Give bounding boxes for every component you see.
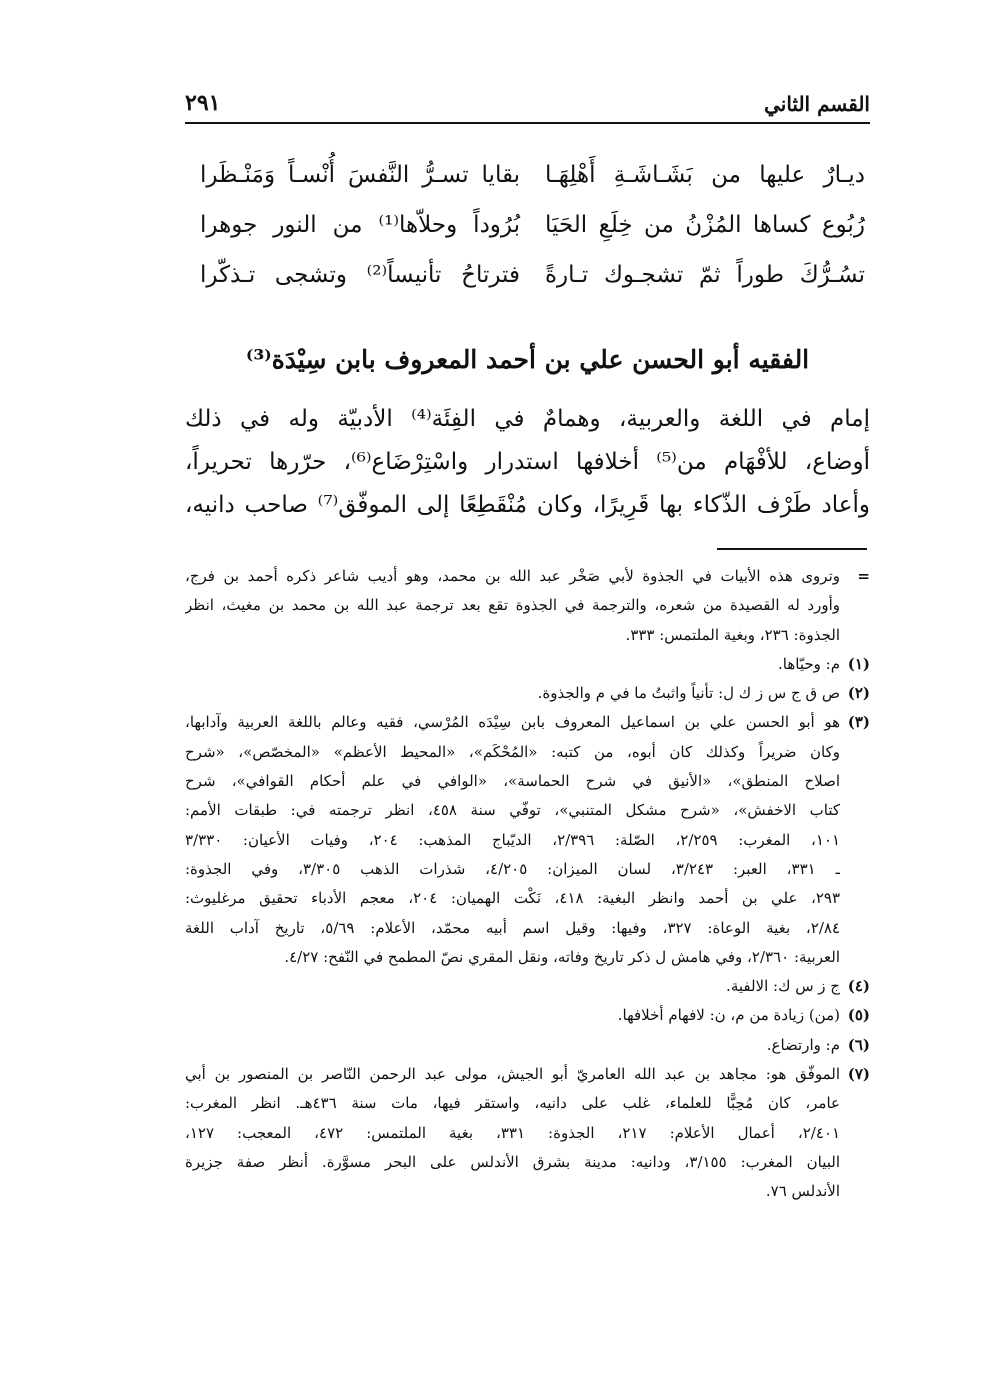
footnote-line: الجذوة: ٢٣٦، وبغية الملتمس: ٣٣٣. [625, 625, 840, 644]
body-line: أوضاع، للأفْهَام من⁽⁵⁾ أخلافها استدرار واسْتِرْضَاع⁽⁶⁾، حرّرها تحريراً، [185, 449, 870, 475]
page-header [185, 82, 870, 122]
poem [200, 150, 865, 300]
section-title: القسم الثاني [764, 92, 870, 116]
footnote-text [185, 1060, 840, 1206]
footnote-line: (من) زيادة من م، ن: لافهام أخلافها. [617, 1006, 840, 1025]
footnote-line: ٢٩٣، علي بن أحمد وانظر البغية: ٤١٨، نَكْت الهميان: ٢٠٤، معجم الأدباء تحقيق مرغليوث: [185, 889, 840, 908]
verse-first-hemistich: رُبُوع كساها المُزْنُ من خِلَعِ الحَيَا [545, 212, 865, 238]
footnote [185, 679, 870, 708]
biography-heading: الفقيه أبو الحسن علي بن أحمد المعروف بابن سِيْدَة⁽³⁾ [245, 345, 810, 374]
footnote [185, 1060, 870, 1206]
footnote-line: ٢/٤٠١، أعمال الأعلام: ٢١٧، الجذوة: ٣٣١، بغية الملتمس: ٤٧٢، المعجب: ١٢٧، [185, 1123, 840, 1142]
page-number: ٢٩١ [185, 90, 221, 116]
footnote [185, 650, 870, 679]
footnote-text [185, 1031, 840, 1060]
verse-second-hemistich: بُرُوداً وحلاّها⁽¹⁾ من النور جوهرا [200, 212, 521, 238]
footnote-mark: (١) [847, 654, 870, 673]
footnote-line: هو أبو الحسن علي بن اسماعيل المعروف بابن سِيْدَه المُرْسي، فقيه وعالم باللغة العربية وآدابها، [185, 713, 840, 732]
footnote-mark: (٦) [847, 1035, 870, 1054]
footnote-line: كتاب الاخفش»، «شرح مشكل المتنبي»، توفّي سنة ٤٥٨، انظر ترجمته في: طبقات الأمم: [185, 801, 840, 820]
footnote-mark: (٧) [847, 1065, 870, 1084]
footnote-rule [717, 548, 867, 550]
body-paragraph [185, 398, 870, 527]
footnote-mark: = [857, 567, 870, 585]
body-line: وأعاد طَرْف الذّكاء بها قَرِيرًا، وكان مُنْقَطِعًا إلى الموفّق⁽⁷⁾ صاحب دانيه، [185, 492, 870, 518]
poem-verse [200, 250, 865, 300]
footnote [185, 1031, 870, 1060]
footnote-line: اصلاح المنطق»، «الأنيق في شرح الحماسة»، «الوافي في علم أحكام القوافي»، شرح [185, 772, 840, 791]
footnotes [185, 562, 870, 1207]
header-rule [185, 122, 870, 124]
poem-verse [200, 150, 865, 200]
footnote [185, 1001, 870, 1030]
footnote [185, 562, 870, 650]
footnote-line: ص ق ج س ز ك ل: تأنياً واثبتُ ما في م والجذوة. [537, 684, 840, 703]
footnote-line: العربية: ٢/٣٦٠، وفي هامش ل ذكر تاريخ وفاته، ونقل المقري نصّ المطمح في النّفح: ٤/٢٧. [284, 947, 840, 966]
footnote-line: عامر، كان مُحِبًّا للعلماء، غلب على دانيه، واستقر فيها، مات سنة ٤٣٦هـ. انظر المغرب: [185, 1094, 840, 1113]
footnote-mark: (٢) [847, 684, 870, 703]
footnote-text [185, 972, 840, 1001]
footnote-text [185, 708, 840, 972]
footnote-line: م: وحيّاها. [778, 654, 840, 673]
footnote-line: ج ز س ك: الالفية. [726, 977, 840, 996]
footnote-line: وأورد له القصيدة من شعره، والترجمة في الجذوة تقع بعد ترجمة عبد الله بن محمد بن مغيث، انظر [185, 596, 840, 615]
poem-verse [200, 200, 865, 250]
footnote-mark: (٤) [847, 977, 870, 996]
footnote-line: الأندلس ٧٦. [765, 1182, 840, 1201]
footnote-line: ٢/٨٤، بغية الوعاة: ٣٢٧، وفيها: وقيل اسم أبيه محمّد، الأعلام: ٥/٦٩، تاريخ آداب اللغة [185, 918, 840, 937]
footnote-text [185, 562, 840, 650]
footnote-line: م: وارتضاع. [766, 1035, 840, 1054]
footnote-line: الموفّق هو: مجاهد بن عبد الله العامريّ أبو الجيش، مولى عبد الرحمن النّاصر بن المنصور بن أبي [185, 1065, 840, 1084]
footnote-line: وتروى هذه الأبيات في الجذوة لأبي صَخْر عبد الله بن محمد، وهو أديب شاعر ذكره أحمد بن فرج، [185, 567, 840, 585]
verse-second-hemistich: فترتاحُ تأنيساً⁽²⁾ وتشجى تـذكّرا [200, 262, 520, 288]
footnote-line: البيان المغرب: ٣/١٥٥، ودانيه: مدينة بشرق الأندلس على البحر مسوَّرة. أنظر صفة جزيرة [185, 1152, 840, 1171]
footnote-line: وكان ضريراً وكذلك كان أبوه، من كتبه: «المُحْكَم»، «المحيط الأعظم» «المخصّص»، «شرح [185, 742, 840, 761]
footnote-mark: (٥) [847, 1006, 870, 1025]
footnote-mark: (٣) [847, 713, 870, 732]
verse-first-hemistich: ديـارٌ عليها من بَشَـاشَـةِ أَهْلِهَـا [545, 162, 865, 188]
footnote [185, 972, 870, 1001]
body-line: إمام في اللغة والعربية، وهمامٌ في الفِئَة⁽⁴⁾ الأدبيّة وله في ذلك [185, 406, 870, 432]
footnote-text [185, 650, 840, 679]
footnote-text [185, 679, 840, 708]
footnote [185, 708, 870, 972]
footnote-text [185, 1001, 840, 1030]
verse-first-hemistich: تسُـرُّكَ طوراً ثمّ تشجـوك تـارةً [545, 262, 865, 288]
footnote-line: ١٠١، المغرب: ٢/٢٥٩، الصّلة: ٢/٣٩٦، الديّباج المذهب: ٢٠٤، وفيات الأعيان: ٣/٣٣٠ [185, 830, 840, 849]
footnote-line: ـ ٣٣١، العبر: ٣/٢٤٣، لسان الميزان: ٤/٢٠٥، شذرات الذهب ٣/٣٠٥، وفي الجذوة: [185, 859, 840, 878]
verse-second-hemistich: بقايا تسـرُّ النَّفسَ أُنْسـاً وَمَنْـظَرا [200, 162, 520, 188]
